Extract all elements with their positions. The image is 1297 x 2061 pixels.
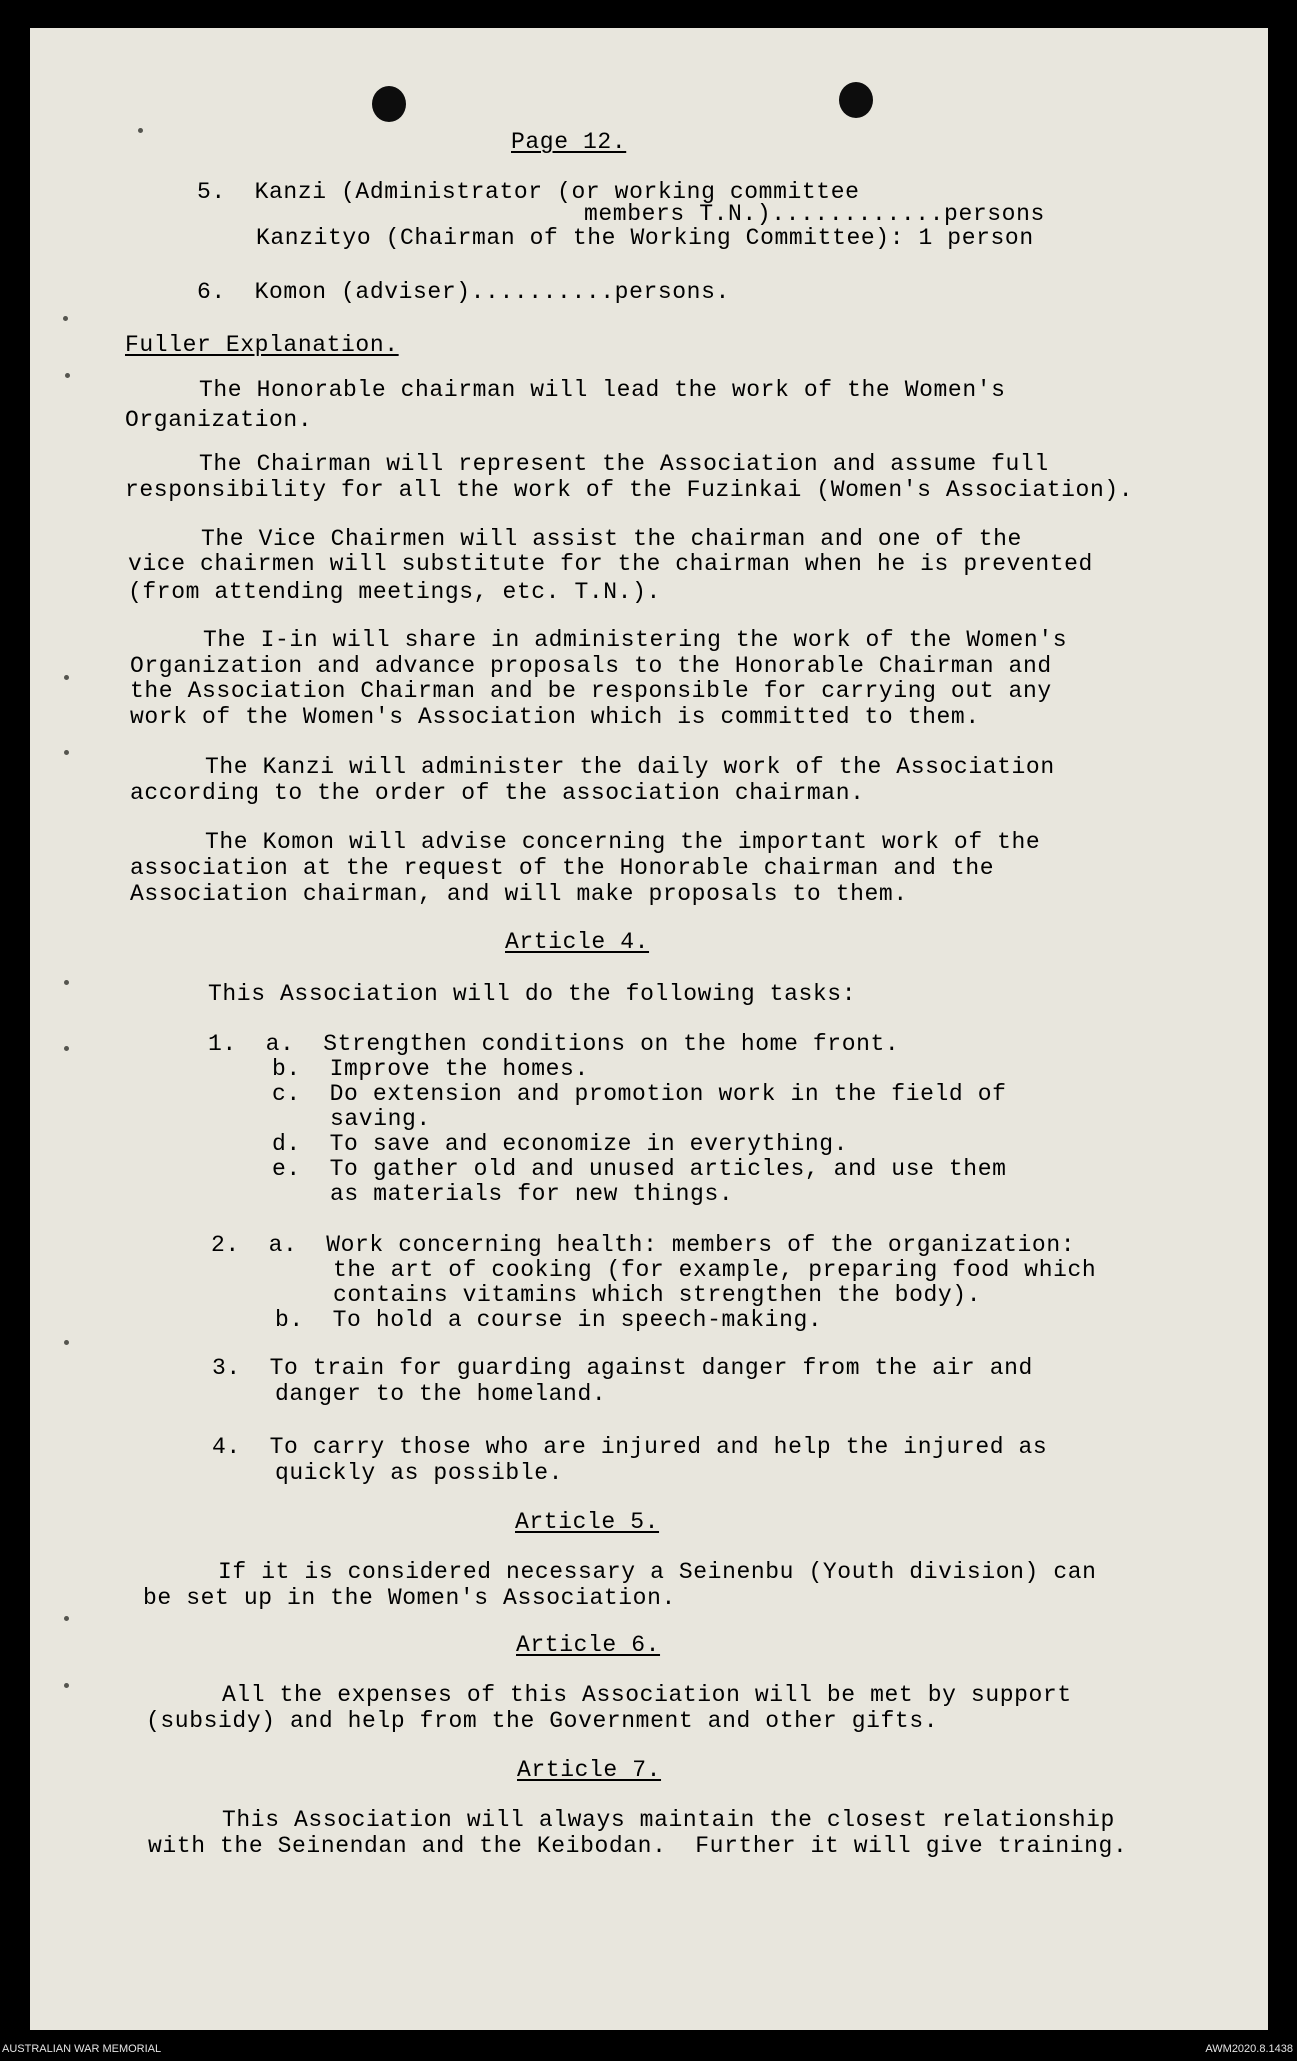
paragraph-line: The Vice Chairmen will assist the chairman and one of the [201, 526, 1022, 552]
margin-mark [64, 1616, 69, 1621]
page-number: Page 12. [511, 129, 627, 155]
item-6: 6. Komon (adviser)..........persons. [197, 279, 730, 305]
paragraph-line: The Chairman will represent the Association and assume full [199, 451, 1049, 477]
task-3-line: 3. To train for guarding against danger from the air and [212, 1355, 1033, 1381]
paragraph-line: Association chairman, and will make proposals to them. [130, 881, 908, 907]
paragraph-line: association at the request of the Honorable chairman and the [130, 855, 995, 881]
footer-credit: AUSTRALIAN WAR MEMORIAL [2, 2043, 162, 2055]
task-2-line: 2. a. Work concerning health: members of the organization: [211, 1232, 1076, 1258]
article-5-line: be set up in the Women's Association. [143, 1585, 676, 1611]
task-1-line: b. Improve the homes. [272, 1056, 589, 1082]
paragraph-line: Organization. [125, 407, 313, 433]
margin-mark [138, 128, 143, 133]
margin-mark [64, 750, 69, 755]
footer-accession-number: AWM2020.8.1438 [1205, 2043, 1293, 2055]
task-1-line: saving. [330, 1106, 431, 1132]
paragraph-line: The Kanzi will administer the daily work of the Association [205, 754, 1055, 780]
task-1-line: c. Do extension and promotion work in the field of [272, 1081, 1007, 1107]
margin-mark [64, 1046, 69, 1051]
task-2-line: the art of cooking (for example, preparing food which [333, 1257, 1097, 1283]
article-6-heading: Article 6. [516, 1632, 661, 1658]
paragraph-line: The Komon will advise concerning the important work of the [205, 829, 1041, 855]
punch-hole-right [839, 82, 873, 118]
task-3-line: danger to the homeland. [275, 1381, 607, 1407]
task-1-line: 1. a. Strengthen conditions on the home front. [208, 1031, 900, 1057]
margin-mark [64, 1340, 69, 1345]
paragraph-line: (from attending meetings, etc. T.N.). [128, 579, 661, 605]
task-1-line: d. To save and economize in everything. [272, 1131, 849, 1157]
paragraph-line: Organization and advance proposals to the Honorable Chairman and [130, 653, 1052, 679]
margin-mark [64, 1683, 69, 1688]
article-4-intro: This Association will do the following tasks: [208, 981, 857, 1007]
margin-mark [64, 675, 69, 680]
item-5-line-3: Kanzityo (Chairman of the Working Committee): 1 person [256, 225, 1034, 251]
section-heading: Fuller Explanation. [125, 332, 399, 358]
paragraph-line: work of the Women's Association which is committed to them. [130, 704, 980, 730]
item-5-line-2: members T.N.)............persons [584, 201, 1045, 227]
paragraph-line: The I-in will share in administering the work of the Women's [203, 627, 1068, 653]
punch-hole-left [372, 86, 406, 122]
paragraph-line: responsibility for all the work of the Fuzinkai (Women's Association). [125, 477, 1134, 503]
margin-mark [63, 316, 68, 321]
paragraph-line: according to the order of the association chairman. [130, 780, 865, 806]
task-1-line: e. To gather old and unused articles, and use them [272, 1156, 1007, 1182]
task-4-line: 4. To carry those who are injured and help the injured as [212, 1434, 1048, 1460]
margin-mark [65, 373, 70, 378]
task-2-line: b. To hold a course in speech-making. [275, 1307, 823, 1333]
article-6-line: (subsidy) and help from the Government and other gifts. [146, 1708, 939, 1734]
article-7-line: This Association will always maintain the closest relationship [222, 1807, 1115, 1833]
article-5-line: If it is considered necessary a Seinenbu (Youth division) can [218, 1559, 1097, 1585]
article-7-heading: Article 7. [517, 1757, 662, 1783]
article-6-line: All the expenses of this Association will be met by support [222, 1682, 1072, 1708]
paragraph-line: vice chairmen will substitute for the chairman when he is prevented [128, 551, 1093, 577]
task-1-line: as materials for new things. [330, 1181, 734, 1207]
margin-mark [64, 980, 69, 985]
article-4-heading: Article 4. [505, 929, 650, 955]
article-7-line: with the Seinendan and the Keibodan. Further it will give training. [148, 1833, 1128, 1859]
paragraph-line: The Honorable chairman will lead the work of the Women's [199, 377, 1006, 403]
task-4-line: quickly as possible. [275, 1460, 564, 1486]
item-5-line-1: 5. Kanzi (Administrator (or working committee [197, 179, 860, 205]
article-5-heading: Article 5. [515, 1509, 660, 1535]
paragraph-line: the Association Chairman and be responsible for carrying out any [130, 678, 1052, 704]
task-2-line: contains vitamins which strengthen the body). [333, 1282, 982, 1308]
